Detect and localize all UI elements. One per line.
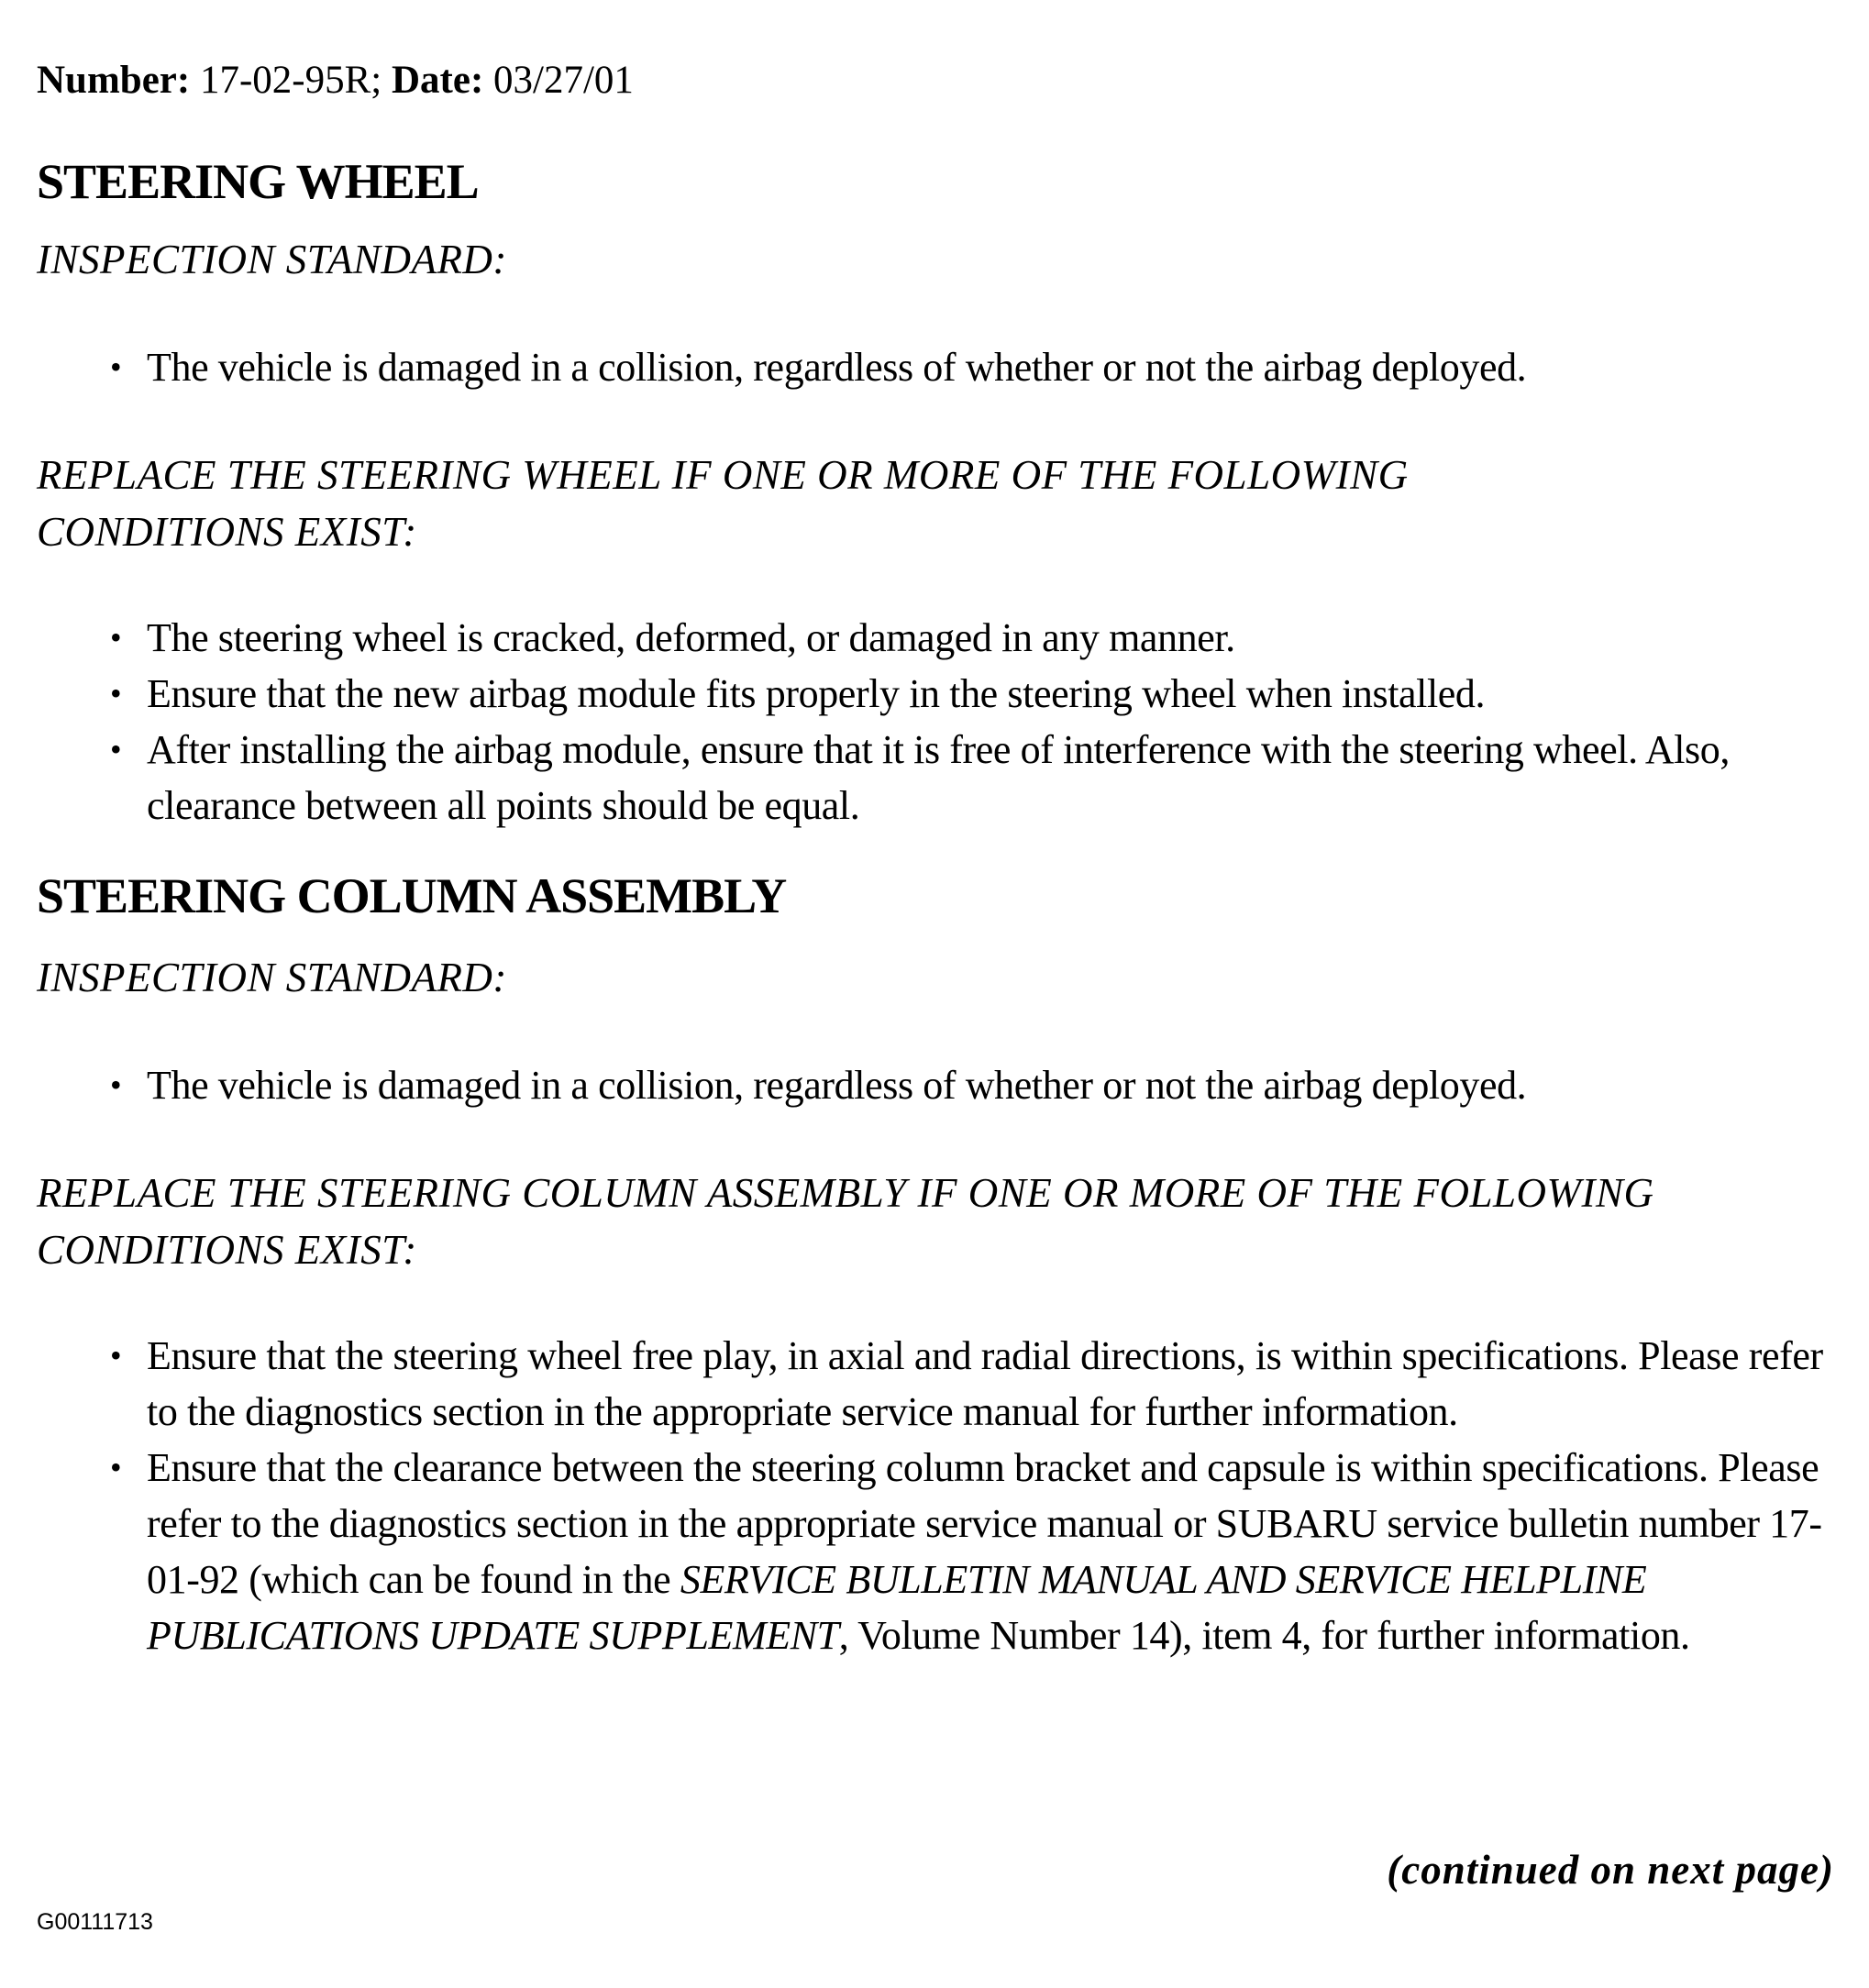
number-label: Number: (37, 59, 191, 102)
document-page (37, 57, 1834, 1663)
date-value: 03/27/01 (483, 59, 634, 102)
bullet-icon: • (110, 619, 122, 656)
list-item (110, 610, 1816, 666)
list-item-text: After installing the airbag module, ensure that it is free of interference with the steering wheel. Also, clearance between all points should be equal. (147, 727, 1730, 828)
bullet-icon: • (110, 1449, 122, 1485)
bullet-icon: • (110, 675, 122, 712)
inspection-list (37, 339, 1834, 395)
document-id: G00111713 (37, 1909, 153, 1935)
list-item-text: The vehicle is damaged in a collision, regardless of whether or not the airbag deployed. (147, 345, 1527, 390)
list-item (110, 1328, 1852, 1440)
replace-heading-line2: CONDITIONS EXIST: (37, 509, 417, 555)
replace-heading-line2: CONDITIONS EXIST: (37, 1227, 417, 1273)
inspection-standard-heading: INSPECTION STANDARD: (37, 237, 507, 282)
bullet-icon: • (110, 731, 122, 768)
list-item-text: The vehicle is damaged in a collision, regardless of whether or not the airbag deployed. (147, 1063, 1527, 1108)
list-item (110, 1440, 1852, 1663)
date-label: Date: (391, 59, 484, 102)
replace-conditions-heading (37, 447, 1834, 560)
number-value: 17-02-95R; (190, 59, 392, 102)
section-title-steering-column-assembly: STEERING COLUMN ASSEMBLY (37, 868, 787, 923)
list-item (110, 666, 1816, 722)
section-title-steering-wheel: STEERING WHEEL (37, 154, 479, 209)
list-item-text: Ensure that the clearance between the steering column bracket and capsule is within specifications. Please refer to the diagnostics section in the appropriate service manual or SUBARU service bulletin number 17-01-92 (which can be found in the (147, 1445, 1822, 1602)
bullet-icon: • (110, 1066, 122, 1103)
replace-conditions-heading (37, 1165, 1834, 1278)
bulletin-meta (37, 57, 1834, 105)
replace-conditions-list (37, 610, 1816, 834)
inspection-list (37, 1057, 1834, 1113)
list-item (110, 722, 1816, 834)
list-item-text: The steering wheel is cracked, deformed, or damaged in any manner. (147, 615, 1235, 660)
bullet-icon: • (110, 1337, 122, 1374)
replace-heading-line1: REPLACE THE STEERING COLUMN ASSEMBLY IF ONE OR MORE OF THE FOLLOWING (37, 1170, 1654, 1216)
list-item (110, 1057, 1834, 1113)
list-item (110, 339, 1834, 395)
list-item-text-end: , Volume Number 14), item 4, for further information. (838, 1613, 1690, 1658)
replace-conditions-list (37, 1328, 1852, 1663)
list-item-text: Ensure that the steering wheel free play, in axial and radial directions, is within specifications. Please refer to the diagnostics section in the appropriate service manual for further information. (147, 1333, 1823, 1434)
list-item-text: Ensure that the new airbag module fits properly in the steering wheel when installed. (147, 671, 1486, 716)
continued-note: (continued on next page) (1387, 1847, 1834, 1893)
bullet-icon: • (110, 348, 122, 385)
inspection-standard-heading: INSPECTION STANDARD: (37, 955, 507, 1000)
replace-heading-line1: REPLACE THE STEERING WHEEL IF ONE OR MORE OF THE FOLLOWING (37, 452, 1409, 498)
publication-title: SERVICE BULLETIN MANUAL AND SERVICE HELPLINE PUBLICATIONS UPDATE SUPPLEMENT (147, 1557, 1647, 1658)
